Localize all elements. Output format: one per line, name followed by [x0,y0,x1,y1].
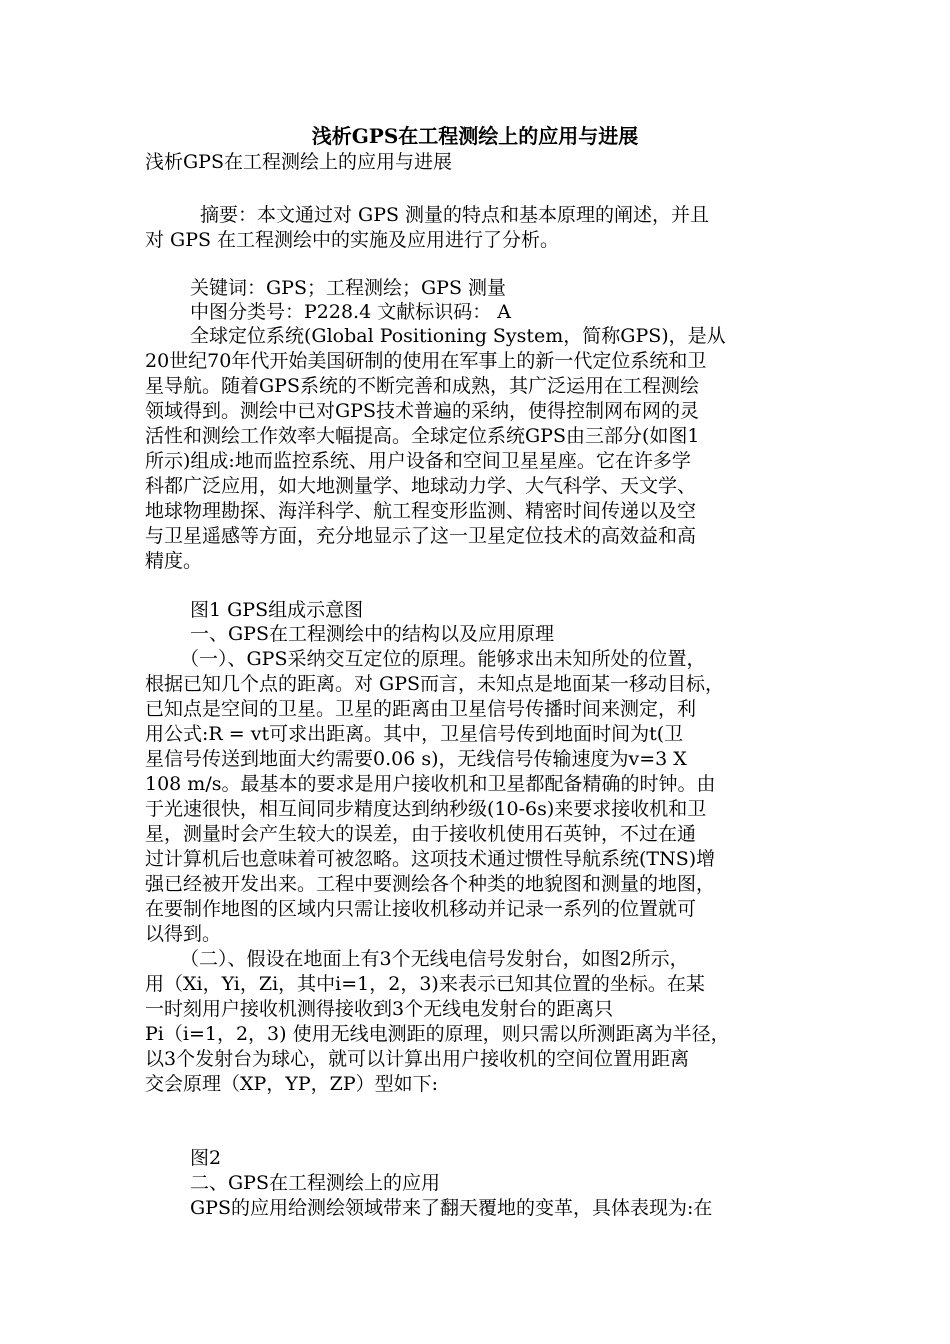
paragraph-line: （二）、假设在地面上有3个无线电信号发射台，如图2所示， [180,948,689,970]
paragraph-line: 科都广泛应用，如大地测量学、地球动力学、大气科学、天文学、 [145,475,697,497]
paragraph-line: 星信号传送到地面大约需要0.06 s)，无线信号传输速度为v=3 X [145,748,687,770]
paragraph-line: 以3个发射台为球心，就可以计算出用户接收机的空间位置用距离 [145,1048,690,1070]
paragraph-line: 用（Xi，Yi，Zi，其中i=1，2，3)来表示已知其位置的坐标。在某 [145,973,705,995]
paragraph-line: 全球定位系统(Global Positioning System，简称GPS)，是从 [190,325,726,347]
classification: 中图分类号：P228.4 文献标识码： A [190,301,511,323]
paragraph-line: 已知点是空间的卫星。卫星的距离由卫星信号传播时间来测定，利 [145,698,697,720]
paragraph-line: 以得到。 [145,923,222,945]
paragraph-line: 108 m/s。最基本的要求是用户接收机和卫星都配备精确的时钟。由 [145,773,716,795]
paragraph-line: 20世纪70年代开始美国研制的使用在军事上的新一代定位系统和卫 [145,350,707,372]
paragraph-line: 在要制作地图的区域内只需让接收机移动并记录一系列的位置就可 [145,898,697,920]
paragraph-line: 用公式:R = vt可求出距离。其中，卫星信号传到地面时间为t(卫 [145,723,684,745]
paragraph-line: 根据已知几个点的距离。对 GPS而言，未知点是地面某一移动目标， [145,673,725,695]
abstract-line: 对 GPS 在工程测绘中的实施及应用进行了分析。 [145,229,560,251]
paragraph-line: Pi（i=1，2，3) 使用无线电测距的原理，则只需以所测距离为半径， [145,1023,730,1045]
paragraph-line: 地球物理勘探、海洋科学、航工程变形监测、精密时间传递以及空 [145,500,697,522]
keywords: 关键词：GPS；工程测绘；GPS 测量 [190,277,506,299]
paragraph-line: 强已经被开发出来。工程中要测绘各个种类的地貌图和测量的地图， [145,873,716,895]
paragraph-line: 过计算机后也意味着可被忽略。这项技术通过惯性导航系统(TNS)增 [145,848,716,870]
paragraph-line: 一时刻用户接收机测得接收到3个无线电发射台的距离只 [145,998,614,1020]
paragraph-line: 于光速很快，相互间同步精度达到纳秒级(10-6s)来要求接收机和卫 [145,798,707,820]
paragraph-line: （一）、GPS采纳交互定位的原理。能够求出未知所处的位置， [180,648,706,670]
paragraph-line: 与卫星遥感等方面，充分地显示了这一卫星定位技术的高效益和高 [145,525,697,547]
document-title: 浅析GPS在工程测绘上的应用与进展 [311,124,639,148]
section-2-heading: 二、GPS在工程测绘上的应用 [190,1172,440,1194]
figure-1-caption: 图1 GPS组成示意图 [190,599,364,621]
paragraph-line: 星，测量时会产生较大的误差，由于接收机使用石英钟，不过在通 [145,823,697,845]
document-subtitle: 浅析GPS在工程测绘上的应用与进展 [145,151,452,173]
paragraph-line: GPS的应用给测绘领域带来了翻天覆地的变革，具体表现为:在 [190,1197,713,1219]
section-1-heading: 一、GPS在工程测绘中的结构以及应用原理 [190,623,554,645]
paragraph-line: 所示)组成:地而监控系统、用户设备和空间卫星星座。它在许多学 [145,450,691,472]
paragraph-line: 活性和测绘工作效率大幅提高。全球定位系统GPS由三部分(如图1 [145,425,700,447]
paragraph-line: 交会原理（XP，YP，ZP）型如下: [145,1073,439,1095]
paragraph-line: 星导航。随着GPS系统的不断完善和成熟，其广泛运用在工程测绘 [145,375,699,397]
paragraph-line: 精度。 [145,550,203,572]
figure-2-caption: 图2 [190,1147,222,1169]
abstract-line: 摘要：本文通过对 GPS 测量的特点和基本原理的阐述，并且 [200,204,710,226]
paragraph-line: 领域得到。测绘中已对GPS技术普遍的采纳，使得控制网布网的灵 [145,400,699,422]
